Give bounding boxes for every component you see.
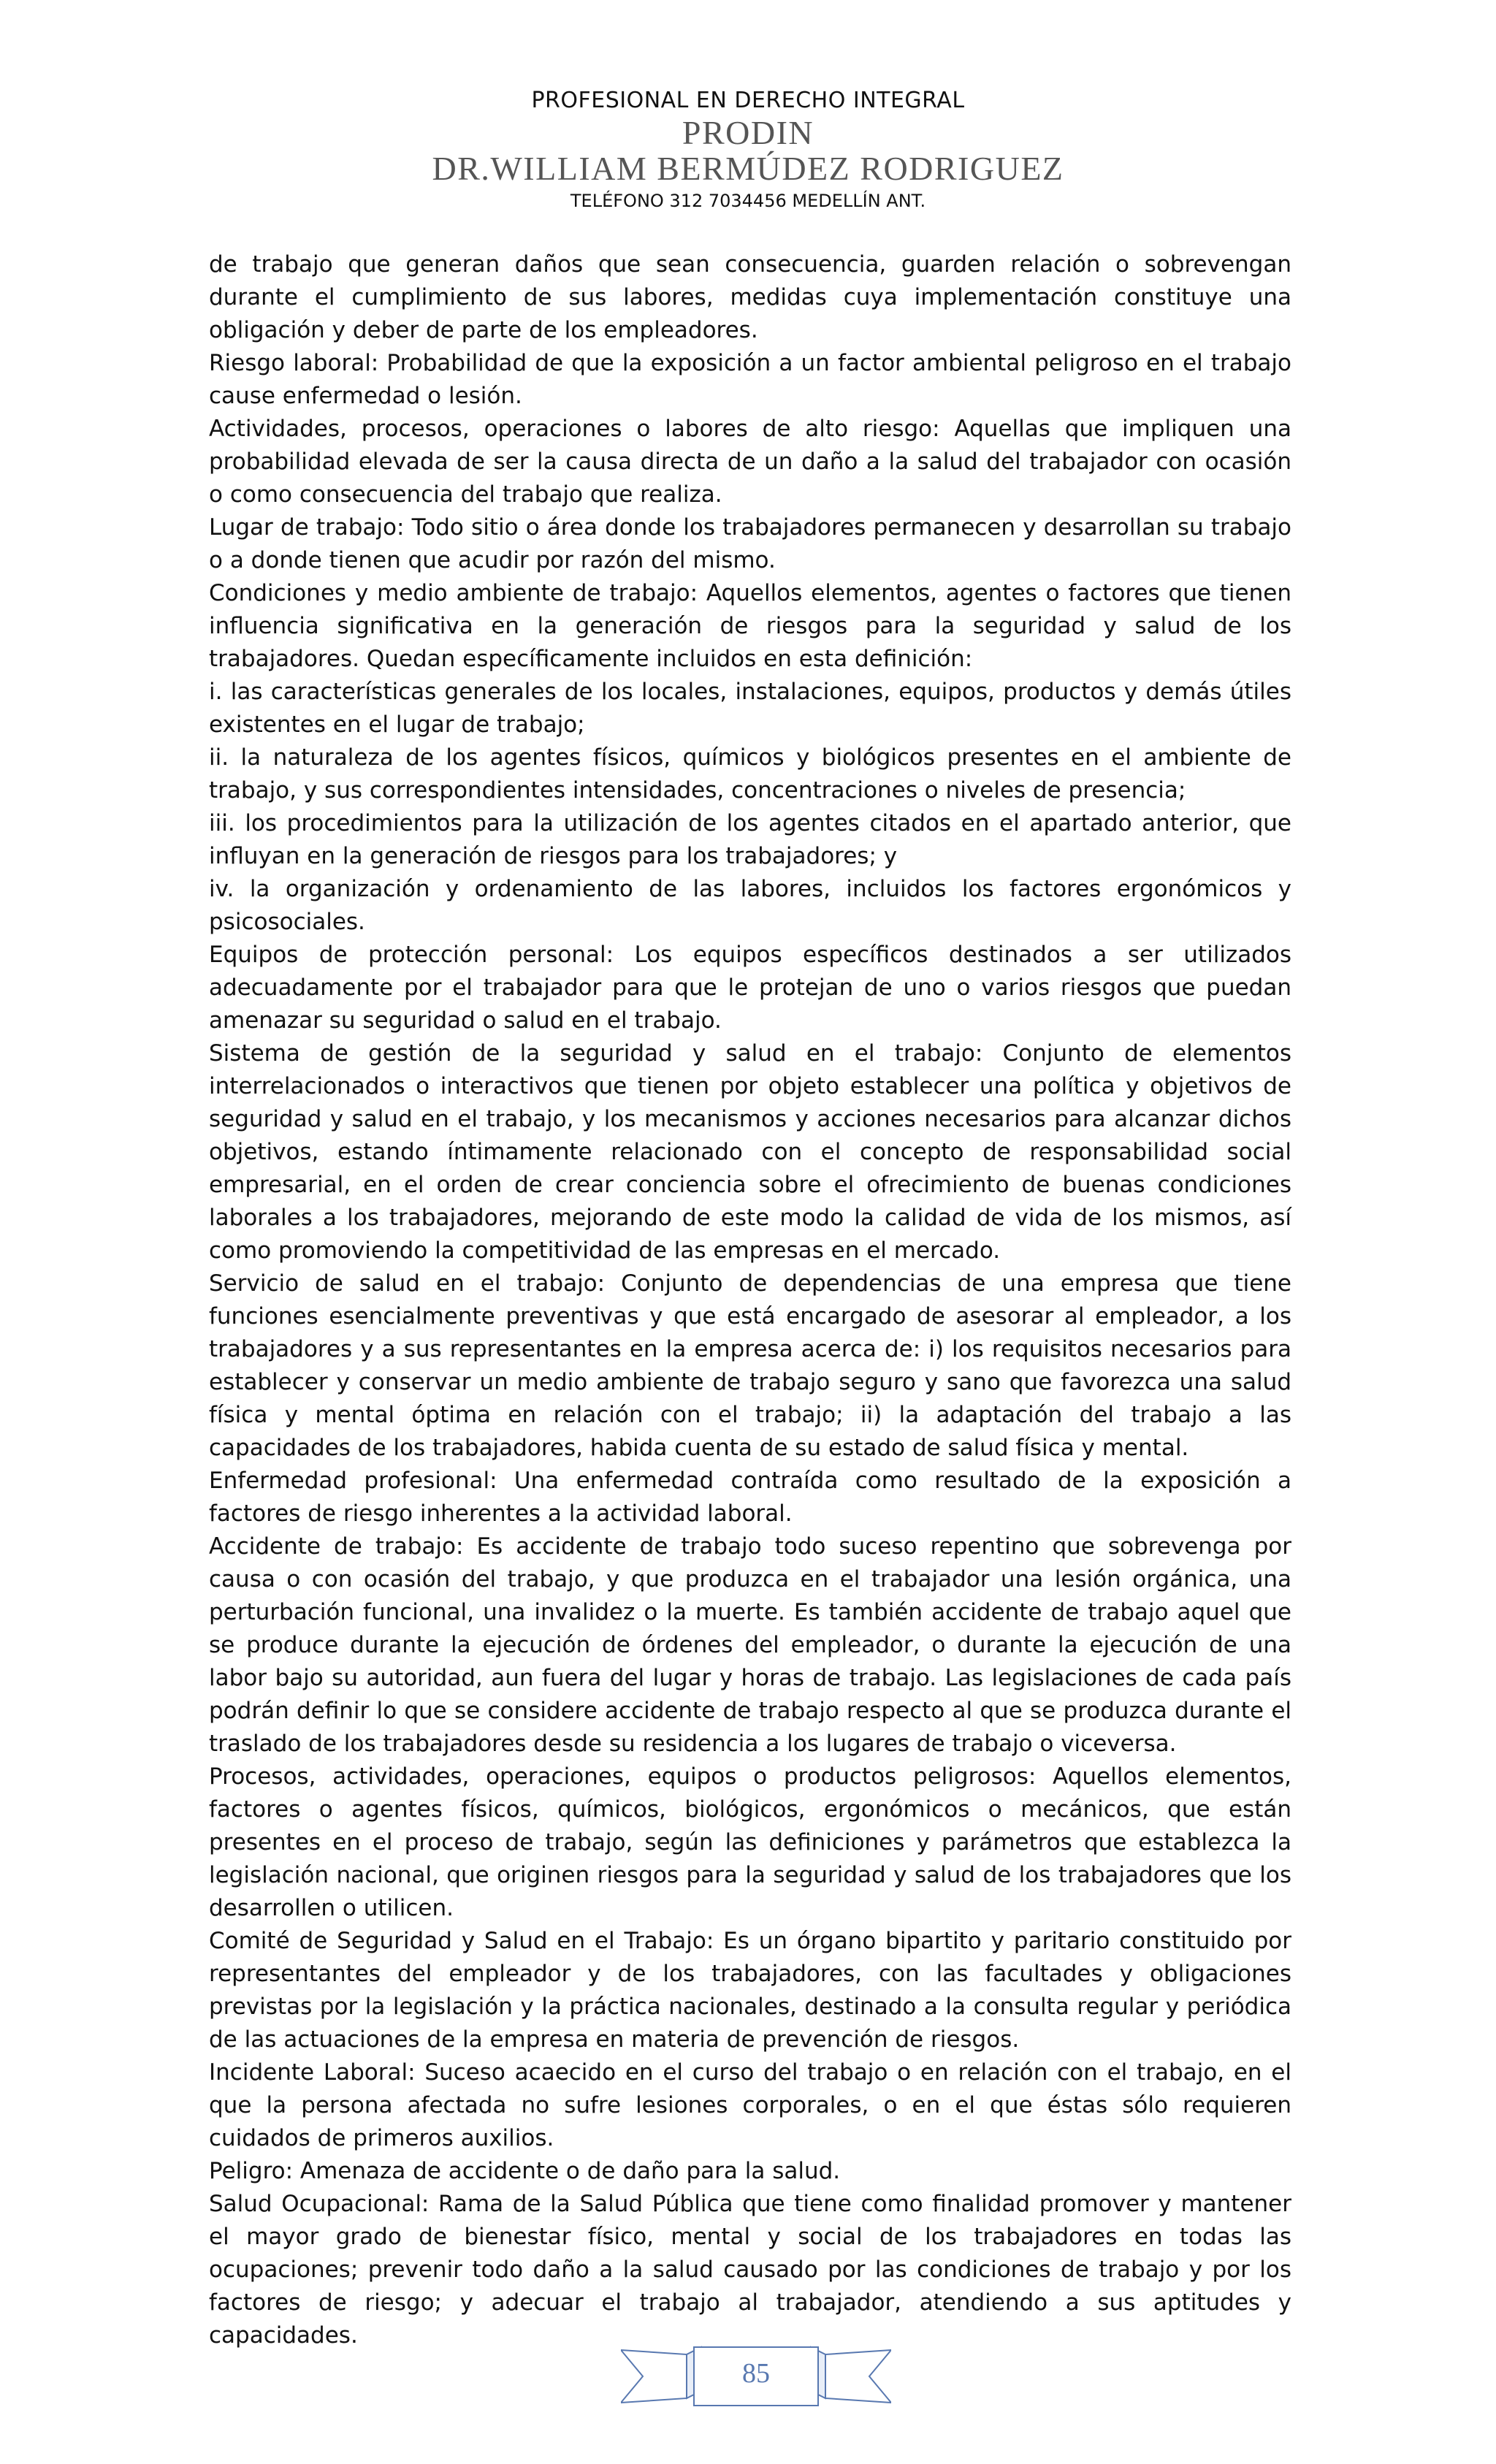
paragraph: i. las características generales de los locales, instalaciones, equipos, productos y demás útiles existentes en el lugar de trabajo;	[209, 679, 1291, 738]
paragraph: ii. la naturaleza de los agentes físicos, químicos y biológicos presentes en el ambiente de trabajo, y sus correspondientes intensidades, concentraciones o niveles de presencia;	[209, 744, 1291, 804]
paragraph: iv. la organización y ordenamiento de las labores, incluidos los factores ergonómicos y psicosociales.	[209, 876, 1291, 935]
paragraph: Procesos, actividades, operaciones, equipos o productos peligrosos: Aquellos elementos, factores o agentes físicos, químicos, biológicos, ergonómicos o mecánicos, que están presentes en el proceso de trabajo, según las definiciones y parámetros que establezca la legislación nacional, que originen riesgos para la seguridad y salud de los trabajadores que los desarrollen o utilicen.	[209, 1763, 1291, 1921]
letterhead	[0, 86, 1496, 215]
page-number-ribbon	[621, 2341, 891, 2414]
paragraph: Enfermedad profesional: Una enfermedad contraída como resultado de la exposición a factores de riesgo inherentes a la actividad laboral.	[209, 1468, 1291, 1527]
paragraph: de trabajo que generan daños que sean consecuencia, guarden relación o sobrevengan durante el cumplimiento de sus labores, medidas cuya implementación constituye una obligación y deber de parte de los empleadores.	[209, 251, 1291, 343]
letterhead-profession: PROFESIONAL EN DERECHO INTEGRAL	[531, 88, 965, 113]
paragraph: Accidente de trabajo: Es accidente de trabajo todo suceso repentino que sobrevenga por causa o con ocasión del trabajo, y que produzca en el trabajador una lesión orgánica, una perturbación funcional, una invalidez o la muerte. Es también accidente de trabajo aquel que se produce durante la ejecución de órdenes del empleador, o durante la ejecución de una labor bajo su autoridad, aun fuera del lugar y horas de trabajo. Las legislaciones de cada país podrán definir lo que se considere accidente de trabajo respecto al que se produzca durante el traslado de los trabajadores desde su residencia a los lugares de trabajo o viceversa.	[209, 1533, 1291, 1757]
paragraph: Actividades, procesos, operaciones o labores de alto riesgo: Aquellas que impliquen una probabilidad elevada de ser la causa directa de un daño a la salud del trabajador con ocasión o como consecuencia del trabajo que realiza.	[209, 416, 1291, 508]
paragraph: Lugar de trabajo: Todo sitio o área donde los trabajadores permanecen y desarrollan su trabajo o a donde tienen que acudir por razón del mismo.	[209, 514, 1291, 573]
paragraph: Equipos de protección personal: Los equipos específicos destinados a ser utilizados adecuadamente por el trabajador para que le protejan de uno o varios riesgos que puedan amenazar su seguridad o salud en el trabajo.	[209, 942, 1291, 1034]
paragraph: Sistema de gestión de la seguridad y salud en el trabajo: Conjunto de elementos interrelacionados o interactivos que tienen por objeto establecer una política y objetivos de seguridad y salud en el trabajo, y los mecanismos y acciones necesarios para alcanzar dichos objetivos, estando íntimamente relacionado con el concepto de responsabilidad social empresarial, en el orden de crear conciencia sobre el ofrecimiento de buenas condiciones laborales a los trabajadores, mejorando de este modo la calidad de vida de los mismos, así como promoviendo la competitividad de las empresas en el mercado.	[209, 1040, 1291, 1264]
letterhead-phone: TELÉFONO 312 7034456 MEDELLÍN ANT.	[570, 191, 926, 211]
paragraph: Condiciones y medio ambiente de trabajo: Aquellos elementos, agentes o factores que tienen influencia significativa en la generación de riesgos para la seguridad y salud de los trabajadores. Quedan específicamente incluidos en esta definición:	[209, 580, 1291, 672]
paragraph: Salud Ocupacional: Rama de la Salud Pública que tiene como finalidad promover y mantener el mayor grado de bienestar físico, mental y social de los trabajadores en todas las ocupaciones; prevenir todo daño a la salud causado por las condiciones de trabajo y por los factores de riesgo; y adecuar el trabajo al trabajador, atendiendo a sus aptitudes y capacidades.	[209, 2191, 1291, 2349]
letterhead-attorney-name: DR.WILLIAM BERMÚDEZ RODRIGUEZ	[432, 150, 1064, 187]
letterhead-firm-name: PRODIN	[682, 114, 814, 151]
paragraph: Comité de Seguridad y Salud en el Trabajo: Es un órgano bipartito y paritario constituido por representantes del empleador y de los trabajadores, con las facultades y obligaciones previstas por la legislación y la práctica nacionales, destinado a la consulta regular y periódica de las actuaciones de la empresa en materia de prevención de riesgos.	[209, 1928, 1291, 2053]
paragraph: Servicio de salud en el trabajo: Conjunto de dependencias de una empresa que tiene funciones esencialmente preventivas y que está encargado de asesorar al empleador, a los trabajadores y a sus representantes en la empresa acerca de: i) los requisitos necesarios para establecer y conservar un medio ambiente de trabajo seguro y sano que favorezca una salud física y mental óptima en relación con el trabajo; ii) la adaptación del trabajo a las capacidades de los trabajadores, habida cuenta de su estado de salud física y mental.	[209, 1270, 1291, 1461]
page-number: 85	[742, 2358, 770, 2389]
paragraph: Peligro: Amenaza de accidente o de daño para la salud.	[209, 2158, 841, 2184]
paragraph: iii. los procedimientos para la utilización de los agentes citados en el apartado anterior, que influyan en la generación de riesgos para los trabajadores; y	[209, 810, 1291, 869]
document-body	[209, 248, 1291, 2352]
paragraph: Incidente Laboral: Suceso acaecido en el curso del trabajo o en relación con el trabajo, en el que la persona afectada no sufre lesiones corporales, o en el que éstas sólo requieren cuidados de primeros auxilios.	[209, 2059, 1291, 2151]
paragraph: Riesgo laboral: Probabilidad de que la exposición a un factor ambiental peligroso en el trabajo cause enfermedad o lesión.	[209, 350, 1291, 409]
